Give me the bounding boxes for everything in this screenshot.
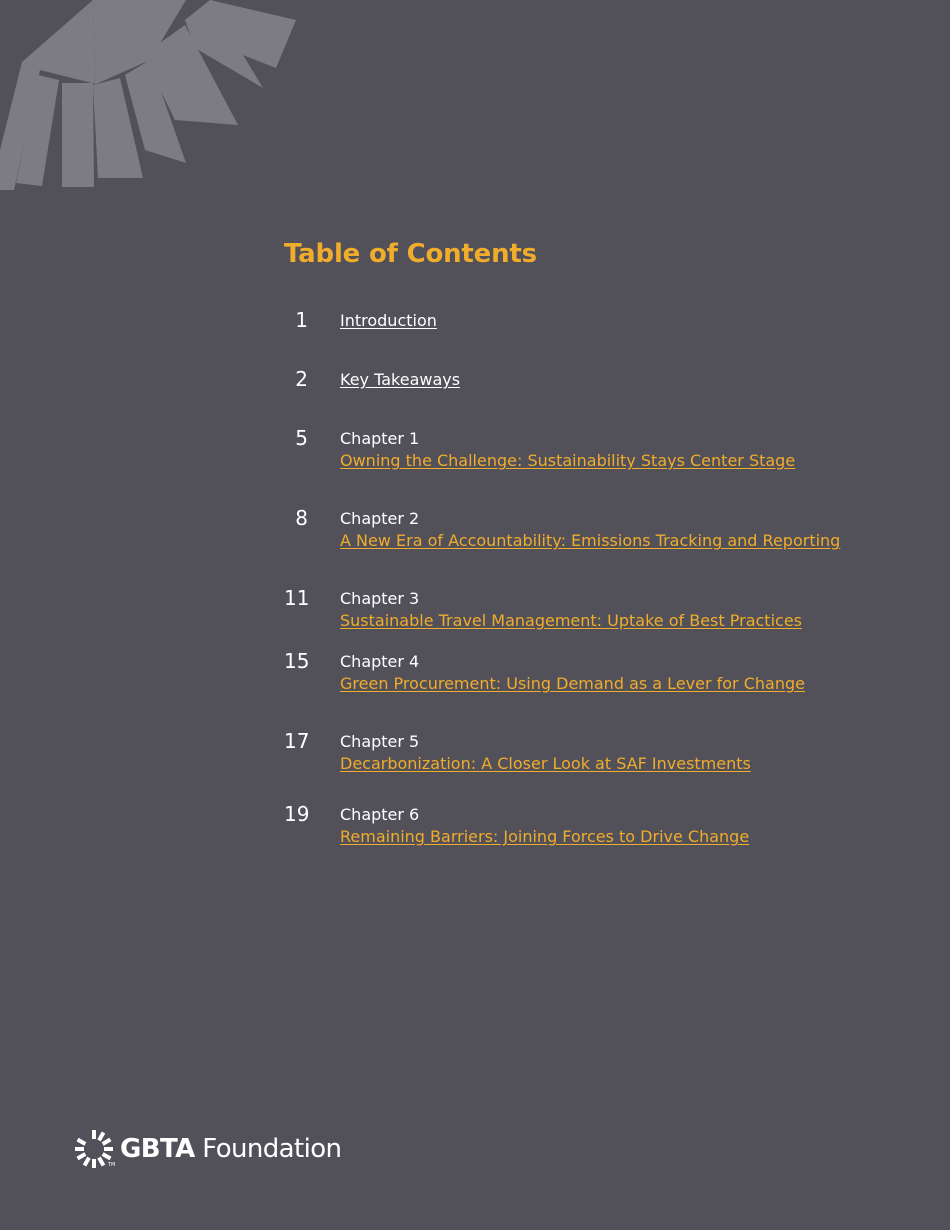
toc-page-number: 11 xyxy=(284,586,310,610)
toc-text xyxy=(340,802,900,848)
toc-entry-chapter-1 xyxy=(284,426,904,486)
toc-link-chapter-2[interactable]: A New Era of Accountability: Emissions Tracking and Reporting xyxy=(340,531,841,550)
toc-entry-chapter-4 xyxy=(284,649,904,709)
toc-link-introduction[interactable]: Introduction xyxy=(340,311,437,330)
toc-link-chapter-3[interactable]: Sustainable Travel Management: Uptake of Best Practices xyxy=(340,611,802,630)
toc-page-number: 2 xyxy=(295,367,308,391)
toc-page-number: 5 xyxy=(295,426,308,450)
toc-text xyxy=(340,506,900,552)
logo-wordmark xyxy=(120,1134,341,1164)
toc-title: Table of Contents xyxy=(284,239,537,269)
toc-entry-chapter-6 xyxy=(284,802,904,862)
toc-chapter-label: Chapter 4 xyxy=(340,652,420,671)
toc-entry-chapter-3 xyxy=(284,586,904,646)
toc-chapter-label: Chapter 5 xyxy=(340,732,420,751)
toc-page-number: 8 xyxy=(295,506,308,530)
toc-link-chapter-5[interactable]: Decarbonization: A Closer Look at SAF Investments xyxy=(340,754,751,773)
toc-entry-introduction xyxy=(284,308,904,368)
toc-entry-chapter-2 xyxy=(284,506,904,566)
toc-link-key-takeaways[interactable]: Key Takeaways xyxy=(340,370,461,389)
toc-link-chapter-1[interactable]: Owning the Challenge: Sustainability Stays Center Stage xyxy=(340,451,796,470)
toc-chapter-label: Chapter 3 xyxy=(340,589,420,608)
toc-text xyxy=(340,729,900,775)
gbta-foundation-logo xyxy=(74,1128,341,1170)
toc-text xyxy=(340,367,900,391)
toc-page-number: 19 xyxy=(284,802,310,826)
logo-brand: GBTA xyxy=(120,1134,195,1164)
toc-link-chapter-4[interactable]: Green Procurement: Using Demand as a Lever for Change xyxy=(340,674,805,693)
toc-text xyxy=(340,308,900,332)
toc-chapter-label: Chapter 2 xyxy=(340,509,420,528)
logo-suffix: Foundation xyxy=(202,1134,342,1164)
trademark-symbol: TM xyxy=(108,1162,116,1168)
toc-chapter-label: Chapter 1 xyxy=(340,429,420,448)
toc-page-number: 15 xyxy=(284,649,310,673)
toc-entry-key-takeaways xyxy=(284,367,904,427)
toc-text xyxy=(340,426,900,472)
toc-page-number: 17 xyxy=(284,729,310,753)
toc-page-number: 1 xyxy=(295,308,308,332)
toc-chapter-label: Chapter 6 xyxy=(340,805,420,824)
toc-text xyxy=(340,649,900,695)
sunburst-decoration xyxy=(0,0,320,200)
toc-entry-chapter-5 xyxy=(284,729,904,789)
toc-text xyxy=(340,586,900,632)
toc-link-chapter-6[interactable]: Remaining Barriers: Joining Forces to Drive Change xyxy=(340,827,750,846)
